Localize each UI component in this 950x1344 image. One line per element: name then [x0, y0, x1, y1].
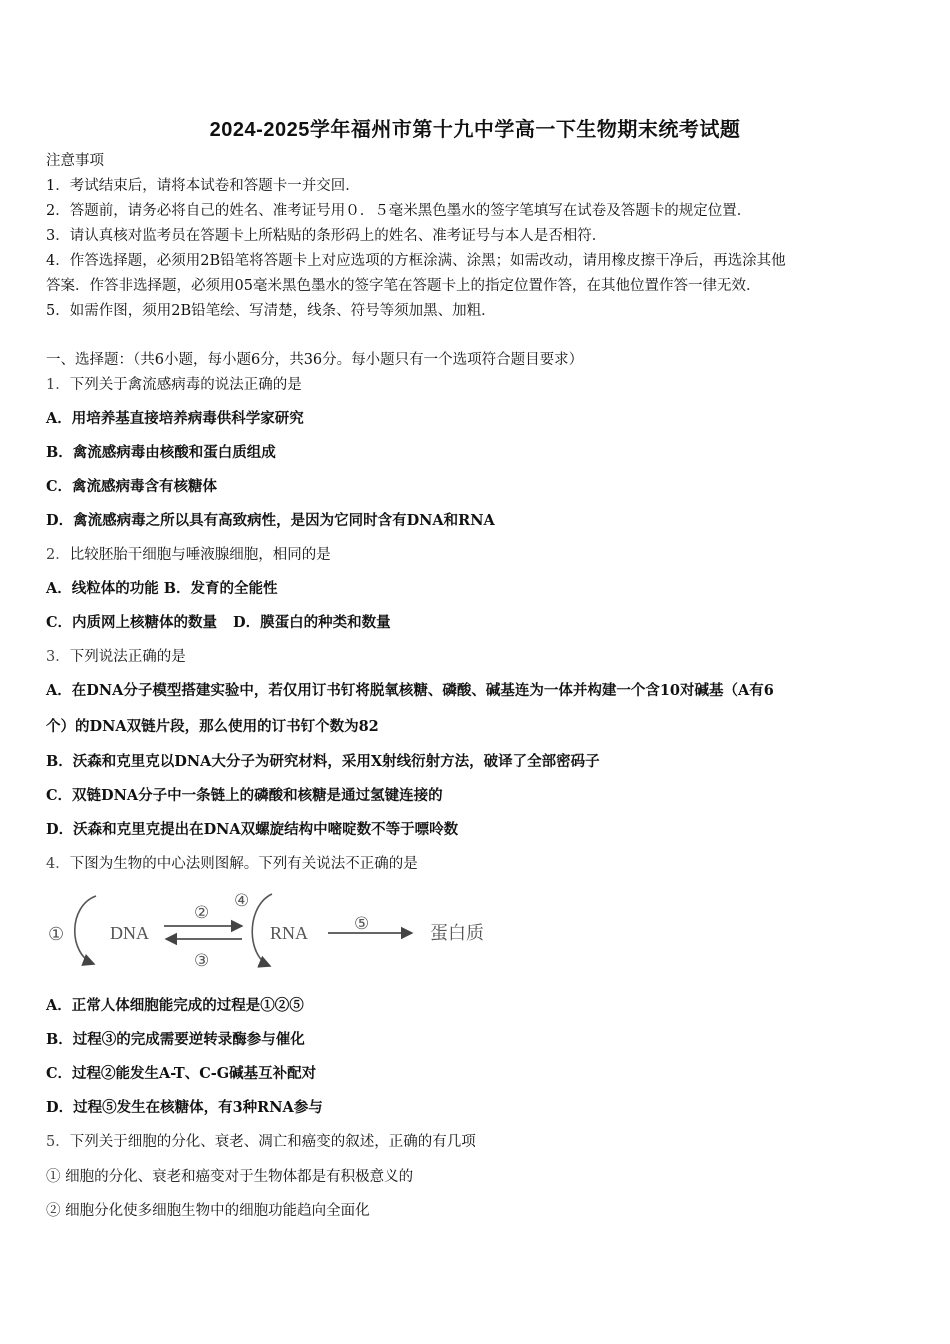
notice-item: 3．请认真核对监考员在答题卡上所粘贴的条形码上的姓名、准考证号与本人是否相符． — [46, 228, 607, 244]
notice-item: 答案．作答非选择题，必须用05毫米黑色墨水的签字笔在答题卡上的指定位置作答，在其他位置作答一律无效． — [46, 278, 761, 294]
rna-label: RNA — [270, 923, 309, 943]
option-b: B．禽流感病毒由核酸和蛋白质组成 — [46, 444, 276, 461]
question-stem — [46, 546, 331, 564]
question-number: 4． — [46, 856, 70, 872]
question-number: 3． — [46, 649, 70, 665]
process-3-label: ③ — [194, 951, 210, 970]
central-dogma-diagram — [46, 884, 506, 976]
notice-item: 5．如需作图，须用2B铅笔绘、写清楚，线条、符号等须加黑、加粗． — [46, 303, 496, 319]
notice-heading: 注意事项 — [46, 153, 104, 169]
option-a: A．正常人体细胞能完成的过程是①②⑤ — [46, 997, 304, 1014]
option-d: D．过程⑤发生在核糖体，有3种RNA参与 — [46, 1099, 323, 1116]
option-d: D．膜蛋白的种类和数量 — [233, 614, 391, 631]
process-1-label: ① — [48, 924, 65, 944]
option-d: D．沃森和克里克提出在DNA双螺旋结构中嘧啶数不等于嘌呤数 — [46, 821, 459, 838]
statement-1: ① 细胞的分化、衰老和癌变对于生物体都是有积极意义的 — [46, 1169, 414, 1185]
question-number: 1． — [46, 377, 70, 393]
option-a: A．用培养基直接培养病毒供科学家研究 — [46, 410, 304, 427]
dna-label: DNA — [110, 923, 149, 943]
option-cd — [46, 614, 391, 632]
notice-item: 1．考试结束后，请将本试卷和答题卡一并交回． — [46, 178, 360, 194]
question-stem — [46, 648, 186, 666]
question-text: 下列关于禽流感病毒的说法正确的是 — [69, 377, 302, 393]
statement-2: ② 细胞分化使多细胞生物中的细胞功能趋向全面化 — [46, 1203, 370, 1219]
option-a-continued: 个）的DNA双链片段，那么使用的订书钉个数为82 — [46, 718, 379, 735]
option-a: A．在DNA分子模型搭建实验中，若仅用订书钉将脱氧核糖、磷酸、碱基连为一体并构建一个含10对碱基（A有6 — [46, 682, 774, 699]
protein-label: 蛋白质 — [430, 923, 484, 943]
process-2-label: ② — [194, 903, 210, 922]
question-text: 比较胚胎干细胞与唾液腺细胞，相同的是 — [69, 547, 331, 563]
replication-arrow — [75, 896, 96, 964]
option-d: D．禽流感病毒之所以具有高致病性，是因为它同时含有DNA和RNA — [46, 512, 495, 529]
question-stem — [46, 1133, 476, 1151]
question-number: 5． — [46, 1134, 70, 1150]
notice-item: 4．作答选择题，必须用2B铅笔将答题卡上对应选项的方框涂满、涂黑；如需改动，请用橡皮擦干净后，再选涂其他 — [46, 253, 786, 269]
option-ab: A．线粒体的功能 B．发育的全能性 — [46, 580, 278, 597]
question-text: 下列关于细胞的分化、衰老、凋亡和癌变的叙述，正确的有几项 — [69, 1134, 476, 1150]
option-c: C．禽流感病毒含有核糖体 — [46, 478, 218, 495]
section-heading: 一、选择题：（共6小题，每小题6分，共36分。每小题只有一个选项符合题目要求） — [46, 352, 584, 368]
option-c: C．双链DNA分子中一条链上的磷酸和核糖是通过氢键连接的 — [46, 787, 443, 804]
question-stem — [46, 855, 418, 873]
option-c: C．内质网上核糖体的数量 — [46, 614, 218, 631]
question-text: 下列说法正确的是 — [69, 649, 186, 665]
notice-item: 2．答题前，请务必将自己的姓名、准考证号用０．５毫米黑色墨水的签字笔填写在试卷及答题卡的规定位置． — [46, 203, 752, 219]
process-5-label: ⑤ — [354, 914, 370, 933]
question-text: 下图为生物的中心法则图解。下列有关说法不正确的是 — [69, 856, 418, 872]
option-c: C．过程②能发生A-T、C-G碱基互补配对 — [46, 1065, 317, 1082]
option-b: B．过程③的完成需要逆转录酶参与催化 — [46, 1031, 305, 1048]
process-4-label: ④ — [234, 891, 250, 910]
page-title: 2024-2025学年福州市第十九中学高一下生物期末统考试题 — [209, 119, 741, 141]
question-stem — [46, 376, 302, 394]
option-b: B．沃森和克里克以DNA大分子为研究材料，采用X射线衍射方法，破译了全部密码子 — [46, 753, 600, 770]
question-number: 2． — [46, 547, 70, 563]
